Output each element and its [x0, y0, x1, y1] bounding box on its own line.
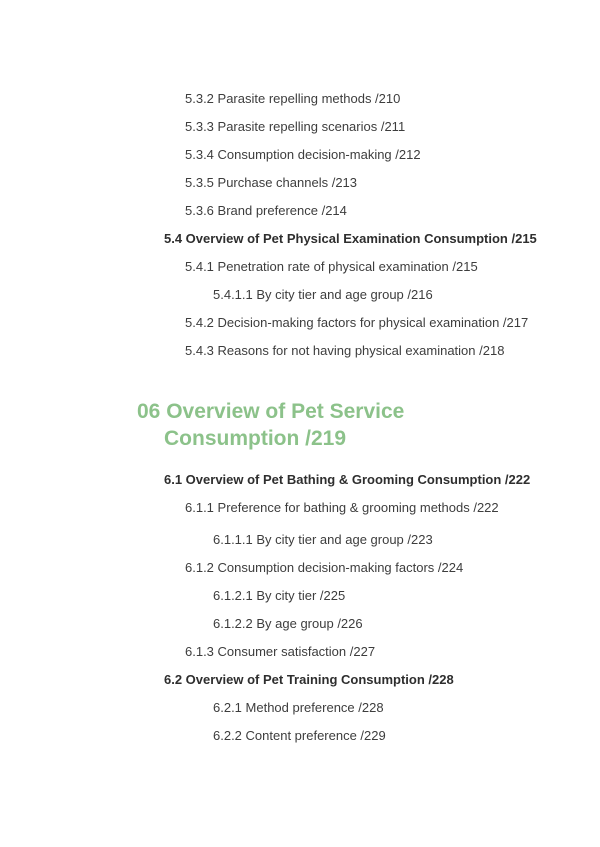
toc-section-5-4[interactable]: 5.4 Overview of Pet Physical Examination Consumption /215	[164, 231, 537, 246]
toc-entry-5-4-3[interactable]: 5.4.3 Reasons for not having physical examination /218	[185, 343, 505, 358]
toc-entry-6-1-1[interactable]: 6.1.1 Preference for bathing & grooming methods /222	[185, 500, 499, 515]
toc-entry-5-3-3[interactable]: 5.3.3 Parasite repelling scenarios /211	[185, 119, 406, 134]
chapter-6-heading[interactable]	[137, 398, 404, 452]
toc-entry-5-3-6[interactable]: 5.3.6 Brand preference /214	[185, 203, 347, 218]
toc-entry-5-4-2[interactable]: 5.4.2 Decision-making factors for physical examination /217	[185, 315, 529, 330]
toc-entry-6-1-3[interactable]: 6.1.3 Consumer satisfaction /227	[185, 644, 376, 659]
toc-entry-5-3-5[interactable]: 5.3.5 Purchase channels /213	[185, 175, 358, 190]
toc-entry-6-1-2-2[interactable]: 6.1.2.2 By age group /226	[213, 616, 363, 631]
toc-entry-5-4-1-1[interactable]: 5.4.1.1 By city tier and age group /216	[213, 287, 433, 302]
toc-entry-6-2-2[interactable]: 6.2.2 Content preference /229	[213, 728, 386, 743]
toc-entry-6-1-2[interactable]: 6.1.2 Consumption decision-making factors /224	[185, 560, 464, 575]
toc-entry-5-3-2[interactable]: 5.3.2 Parasite repelling methods /210	[185, 91, 401, 106]
toc-section-6-2[interactable]: 6.2 Overview of Pet Training Consumption /228	[164, 672, 454, 687]
toc-entry-6-1-1-1[interactable]: 6.1.1.1 By city tier and age group /223	[213, 532, 433, 547]
toc-entry-6-1-2-1[interactable]: 6.1.2.1 By city tier /225	[213, 588, 346, 603]
toc-section-6-1[interactable]: 6.1 Overview of Pet Bathing & Grooming Consumption /222	[164, 472, 531, 487]
toc-entry-5-4-1[interactable]: 5.4.1 Penetration rate of physical examination /215	[185, 259, 478, 274]
chapter-6-title-line2: Consumption /219	[164, 427, 347, 450]
toc-entry-5-3-4[interactable]: 5.3.4 Consumption decision-making /212	[185, 147, 421, 162]
toc-entry-6-2-1[interactable]: 6.2.1 Method preference /228	[213, 700, 384, 715]
chapter-6-title-line1: 06 Overview of Pet Service	[137, 400, 405, 423]
